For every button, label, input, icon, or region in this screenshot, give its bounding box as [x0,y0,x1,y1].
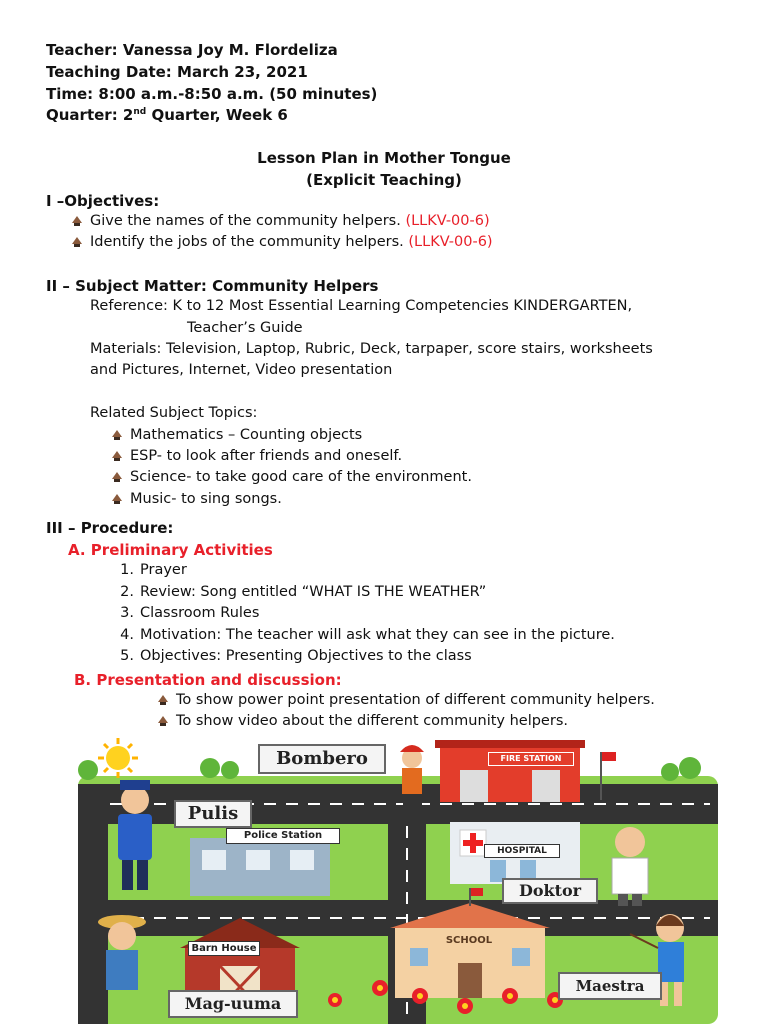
objective-item-1 [72,213,490,229]
label-pulis: Pulis [174,800,252,828]
item-number: 2. [120,584,134,600]
bullet-icon [158,716,168,726]
related-text: ESP- to look after friends and oneself. [130,448,403,464]
label-doktor: Doktor [502,878,598,904]
objective-text: Give the names of the community helpers. [90,213,406,229]
label-fire-station: FIRE STATION [488,752,574,766]
related-item [112,427,362,443]
date-line: Teaching Date: March 23, 2021 [46,63,308,81]
presentation-item [158,692,655,708]
item-number: 3. [120,605,134,621]
label-hospital: HOSPITAL [484,844,560,858]
bullet-icon [158,695,168,705]
bullet-icon [112,430,122,440]
road-left [78,784,108,1024]
bullet-icon [112,451,122,461]
reference-line-1: Reference: K to 12 Most Essential Learning Competencies KINDERGARTEN, [90,298,633,314]
item-text: Objectives: Presenting Objectives to the class [140,648,472,664]
bullet-icon [112,494,122,504]
label-mag-uuma: Mag-uuma [168,990,298,1018]
quarter-suffix: Quarter, Week 6 [146,106,288,124]
materials-line-2: and Pictures, Internet, Video presentation [90,362,393,378]
bullet-icon [72,237,82,247]
objective-item-2 [72,234,493,250]
presentation-item [158,713,568,729]
presentation-text: To show power point presentation of different community helpers. [176,692,655,708]
item-text: Classroom Rules [140,605,260,621]
related-heading: Related Subject Topics: [90,405,258,421]
preliminary-heading: A. Preliminary Activities [68,541,273,559]
preliminary-item [112,584,486,600]
item-number: 4. [120,627,134,643]
subject-heading: II – Subject Matter: Community Helpers [46,277,379,295]
label-police-station: Police Station [226,828,340,844]
related-text: Music- to sing songs. [130,491,282,507]
preliminary-item [112,627,615,643]
label-maestra: Maestra [558,972,662,1000]
item-number: 5. [120,648,134,664]
bullet-icon [112,472,122,482]
police-station-building [190,838,330,896]
objective-code: (LLKV-00-6) [408,234,493,250]
quarter-ordinal: nd [133,107,147,117]
related-text: Mathematics – Counting objects [130,427,363,443]
preliminary-item [112,648,472,664]
lesson-title: Lesson Plan in Mother Tongue [257,149,511,167]
objectives-heading: I –Objectives: [46,192,160,210]
label-bombero: Bombero [258,744,386,774]
procedure-heading: III – Procedure: [46,519,174,537]
item-text: Prayer [140,562,187,578]
bullet-icon [72,216,82,226]
preliminary-item [112,562,187,578]
quarter-line [46,106,288,124]
related-item [112,469,472,485]
preliminary-item [112,605,259,621]
presentation-heading: B. Presentation and discussion: [74,671,342,689]
quarter-prefix: Quarter: 2 [46,106,134,124]
objective-text: Identify the jobs of the community helpers. [90,234,409,250]
item-number: 1. [120,562,134,578]
related-text: Science- to take good care of the environment. [130,469,472,485]
reference-line-2: Teacher’s Guide [187,320,303,336]
item-text: Review: Song entitled “WHAT IS THE WEATHER” [140,584,487,600]
community-helpers-illustration [70,738,720,1024]
time-line: Time: 8:00 a.m.-8:50 a.m. (50 minutes) [46,85,378,103]
label-school: SCHOOL [434,934,504,947]
lesson-subtitle: (Explicit Teaching) [306,171,462,189]
doctor-figure [612,827,648,906]
objective-code: (LLKV-00-6) [405,213,490,229]
materials-line-1: Materials: Television, Laptop, Rubric, Deck, tarpaper, score stairs, worksheets [90,341,653,357]
presentation-text: To show video about the different community helpers. [176,713,568,729]
teacher-line: Teacher: Vanessa Joy M. Flordeliza [46,41,338,59]
related-item [112,448,402,464]
item-text: Motivation: The teacher will ask what they can see in the picture. [140,627,615,643]
label-barn-house: Barn House [188,941,260,956]
sun-icon [98,738,138,778]
related-item [112,491,282,507]
